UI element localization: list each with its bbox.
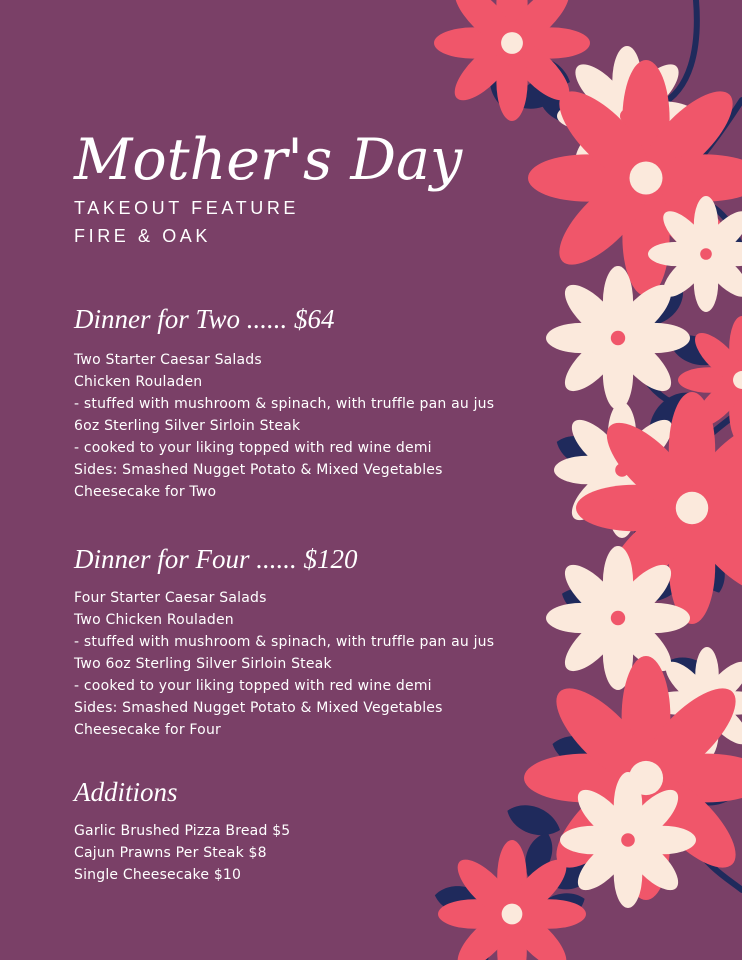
- dinner-for-four-items: [74, 587, 494, 741]
- list-item: 6oz Sterling Silver Sirloin Steak: [74, 418, 301, 434]
- vines: [485, 0, 742, 960]
- list-item: Four Starter Caesar Salads: [74, 590, 267, 606]
- list-item: Sides: Smashed Nugget Potato & Mixed Vegetables: [74, 462, 443, 478]
- list-item: Cajun Prawns Per Steak $8: [74, 845, 267, 861]
- list-item: Garlic Brushed Pizza Bread $5: [74, 823, 291, 839]
- list-item: Cheesecake for Four: [74, 722, 221, 738]
- list-item: Two Chicken Rouladen: [74, 612, 234, 628]
- additions-items: [74, 820, 290, 886]
- dinner-for-two-items: [74, 349, 494, 503]
- list-item: Single Cheesecake $10: [74, 867, 242, 883]
- list-item: - stuffed with mushroom & spinach, with truffle pan au jus: [74, 634, 495, 650]
- list-item: Two 6oz Sterling Silver Sirloin Steak: [74, 656, 332, 672]
- subtitle-takeout-feature: TAKEOUT FEATURE: [74, 198, 300, 218]
- list-item: Chicken Rouladen: [74, 374, 203, 390]
- list-item: Sides: Smashed Nugget Potato & Mixed Vegetables: [74, 700, 443, 716]
- subtitle-restaurant-name: FIRE & OAK: [74, 226, 212, 246]
- list-item: Cheesecake for Two: [74, 484, 217, 500]
- section-heading-dinner-for-four: Dinner for Four ...... $120: [74, 544, 358, 574]
- list-item: - cooked to your liking topped with red wine demi: [74, 440, 432, 456]
- section-heading-dinner-for-two: Dinner for Two ...... $64: [74, 304, 335, 334]
- section-heading-additions: Additions: [74, 777, 178, 807]
- list-item: Two Starter Caesar Salads: [74, 352, 262, 368]
- page-title: Mother's Day: [74, 127, 463, 193]
- list-item: - cooked to your liking topped with red wine demi: [74, 678, 432, 694]
- list-item: - stuffed with mushroom & spinach, with truffle pan au jus: [74, 396, 495, 412]
